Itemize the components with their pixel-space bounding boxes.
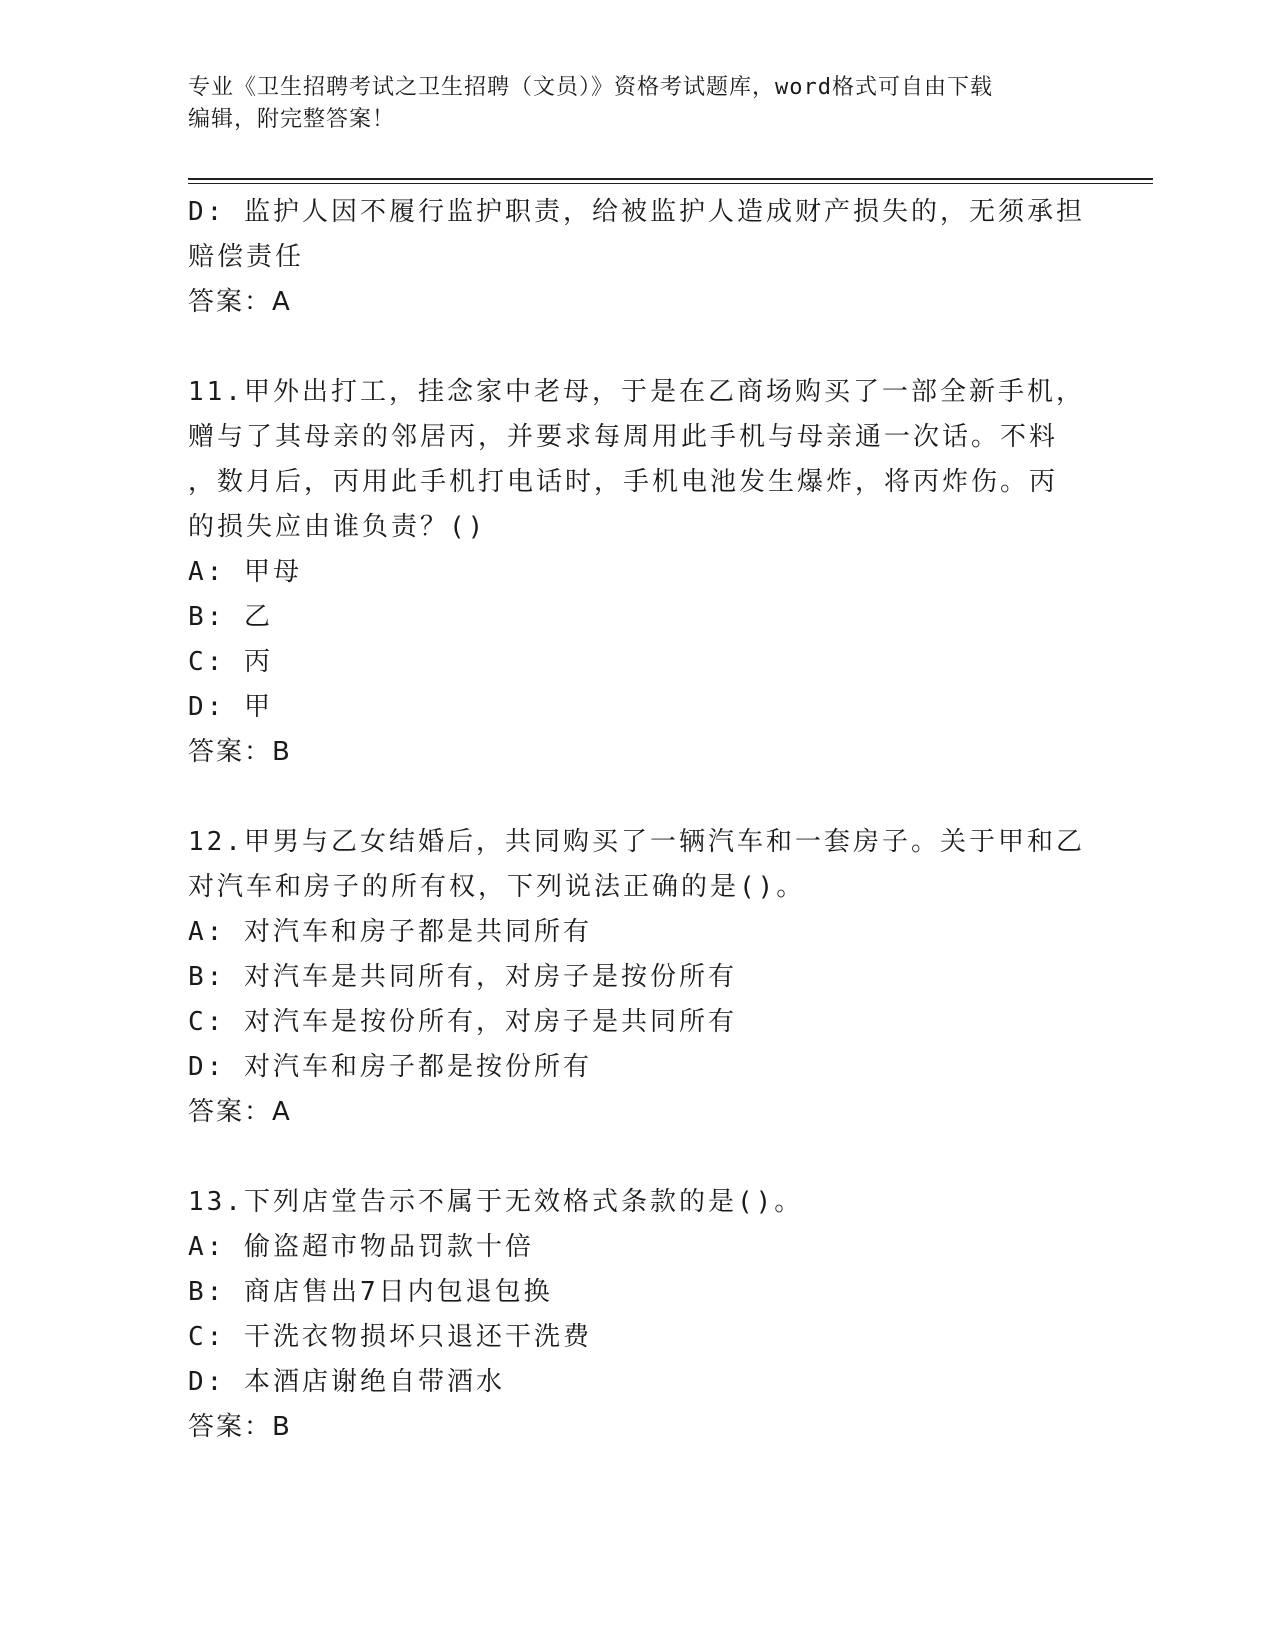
header-rule-thin: [188, 183, 1153, 184]
answer-label: 答案：B: [188, 737, 292, 767]
option-b: B: 商店售出7日内包退包换: [188, 1277, 553, 1307]
header-line-2: 编辑，附完整答案！: [188, 107, 396, 132]
document-body: [188, 190, 1088, 1450]
question-stem-line: 11.甲外出打工，挂念家中老母，于是在乙商场购买了一部全新手机，: [188, 377, 1085, 407]
option-a: A: 甲母: [188, 557, 302, 587]
question-stem-line: 赠与了其母亲的邻居丙，并要求每周用此手机与母亲通一次话。不料: [188, 422, 1059, 452]
question-stem-line: 12.甲男与乙女结婚后，共同购买了一辆汽车和一套房子。关于甲和乙: [188, 827, 1085, 857]
option-c: C: 干洗衣物损坏只退还干洗费: [188, 1322, 592, 1352]
option-d-line-2: 赔偿责任: [188, 242, 305, 272]
option-d: D: 甲: [188, 692, 273, 722]
header-line-1: 专业《卫生招聘考试之卫生招聘（文员）》资格考试题库，word格式可自由下载: [188, 75, 993, 100]
question-13: [188, 1180, 1088, 1450]
option-d: D: 本酒店谢绝自带酒水: [188, 1367, 505, 1397]
spacer: [188, 1135, 1088, 1180]
question-12: [188, 820, 1088, 1135]
option-b: B: 乙: [188, 602, 273, 632]
question-11: [188, 370, 1088, 775]
answer-label: 答案：B: [188, 1412, 292, 1442]
option-b: B: 对汽车是共同所有，对房子是按份所有: [188, 962, 737, 992]
option-a: A: 对汽车和房子都是共同所有: [188, 917, 592, 947]
option-a: A: 偷盗超市物品罚款十倍: [188, 1232, 534, 1262]
page-header: [188, 72, 1078, 136]
answer-label: 答案：A: [188, 1097, 292, 1127]
spacer: [188, 775, 1088, 820]
option-d: D: 对汽车和房子都是按份所有: [188, 1052, 592, 1082]
question-stem-line: 13.下列店堂告示不属于无效格式条款的是()。: [188, 1187, 804, 1217]
option-d-line-1: D: 监护人因不履行监护职责，给被监护人造成财产损失的，无须承担: [188, 197, 1085, 227]
question-stem-line: 对汽车和房子的所有权，下列说法正确的是()。: [188, 872, 806, 902]
question-stem-line: 的损失应由谁负责？(): [188, 512, 487, 542]
header-rule-thick: [188, 178, 1153, 180]
option-c: C: 对汽车是按份所有，对房子是共同所有: [188, 1007, 737, 1037]
spacer: [188, 325, 1088, 370]
option-c: C: 丙: [188, 647, 273, 677]
answer-label: 答案：A: [188, 287, 292, 317]
question-stem-line: ，数月后，丙用此手机打电话时，手机电池发生爆炸，将丙炸伤。丙: [188, 467, 1059, 497]
